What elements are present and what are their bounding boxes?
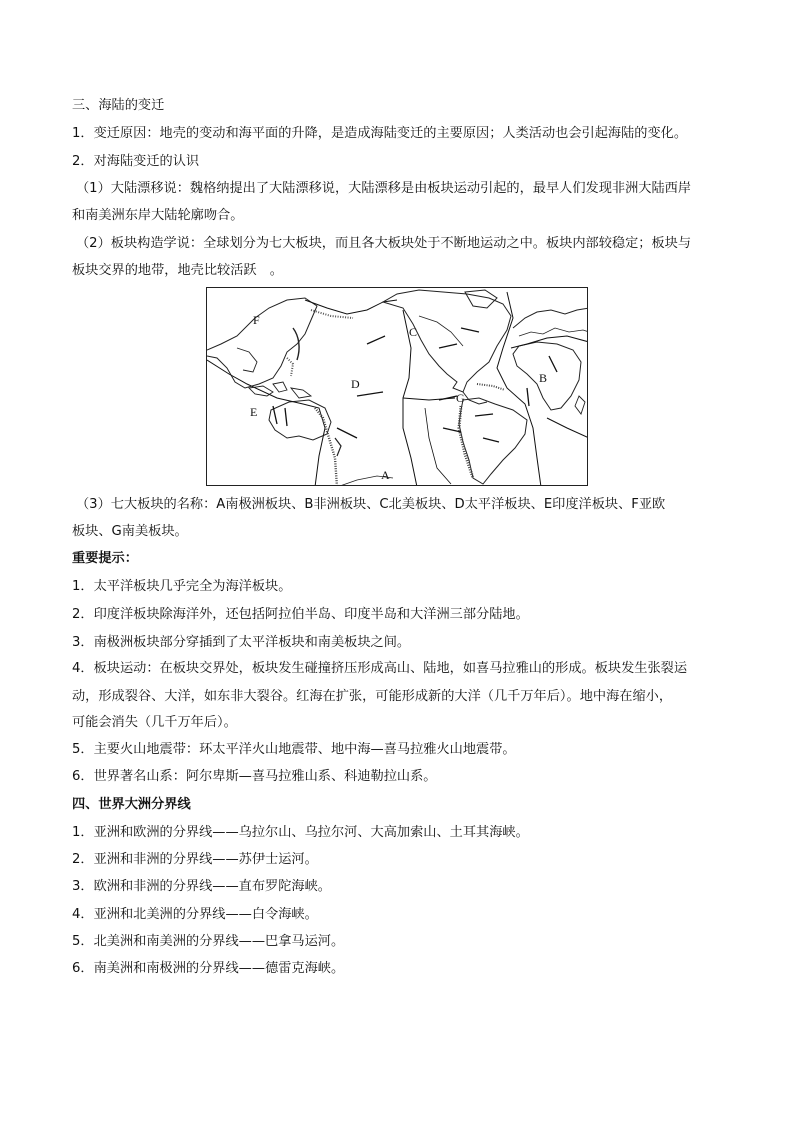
plate-label-f: F (253, 313, 260, 327)
paragraph-continental-drift-2: 和南美洲东岸大陆轮廓吻合。 (72, 208, 244, 223)
section-heading-continent-boundaries: 四、世界大洲分界线 (72, 797, 191, 812)
tip-item-5: 5．主要火山地震带：环太平洋火山地震带、地中海—喜马拉雅火山地震带。 (72, 742, 516, 757)
boundary-item-6: 6．南美洲和南极洲的分界线——德雷克海峡。 (72, 961, 345, 976)
plate-label-a: A (381, 468, 390, 482)
tip-item-4-line-2: 动，形成裂谷、大洋，如东非大裂谷。红海在扩张，可能形成新的大洋（几千万年后）。地中海在缩小， (72, 689, 673, 704)
plate-label-d: D (351, 377, 360, 391)
boundary-item-4: 4．亚洲和北美洲的分界线——白令海峡。 (72, 907, 318, 922)
plate-label-c: C (409, 325, 418, 339)
paragraph-understanding-heading: 2．对海陆变迁的认识 (72, 154, 200, 169)
boundary-item-1: 1．亚洲和欧洲的分界线——乌拉尔山、乌拉尔河、大高加索山、土耳其海峡。 (72, 825, 529, 840)
plate-tectonics-map (206, 287, 588, 486)
tip-item-6: 6．世界著名山系：阿尔卑斯—喜马拉雅山系、科迪勒拉山系。 (72, 769, 437, 784)
tip-item-3: 3．南极洲板块部分穿插到了太平洋板块和南美板块之间。 (72, 635, 411, 650)
plate-label-g: G (456, 391, 465, 405)
world-plates-map-graphic (207, 288, 588, 486)
boundary-item-3: 3．欧洲和非洲的分界线——直布罗陀海峡。 (72, 879, 331, 894)
tip-item-2: 2．印度洋板块除海洋外，还包括阿拉伯半岛、印度半岛和大洋洲三部分陆地。 (72, 607, 529, 622)
paragraph-plate-tectonics-2: 板块交界的地带，地壳比较活跃 。 (72, 263, 283, 278)
tip-item-4-line-3: 可能会消失（几千万年后）。 (72, 715, 237, 730)
tip-item-1: 1．太平洋板块几乎完全为海洋板块。 (72, 579, 292, 594)
section-heading-sea-land-change: 三、海陆的变迁 (72, 98, 165, 113)
tip-item-4-line-1: 4．板块运动：在板块交界处，板块发生碰撞挤压形成高山、陆地，如喜马拉雅山的形成。板块发生张裂运 (72, 661, 688, 676)
boundary-item-2: 2．亚洲和非洲的分界线——苏伊士运河。 (72, 852, 318, 867)
plate-label-b: B (539, 371, 548, 385)
paragraph-seven-plates-2: 板块、G南美板块。 (72, 524, 188, 539)
boundary-item-5: 5．北美洲和南美洲的分界线——巴拿马运河。 (72, 934, 345, 949)
tips-heading: 重要提示： (72, 551, 138, 566)
paragraph-plate-tectonics-1: （2）板块构造学说：全球划分为七大板块，而且各大板块处于不断地运动之中。板块内部较稳定；板块与 (76, 236, 692, 251)
paragraph-seven-plates-1: （3）七大板块的名称：A南极洲板块、B非洲板块、C北美板块、D太平洋板块、E印度洋板块、F亚欧 (76, 497, 666, 512)
paragraph-continental-drift-1: （1）大陆漂移说：魏格纳提出了大陆漂移说，大陆漂移是由板块运动引起的，最早人们发现非洲大陆西岸 (76, 181, 692, 196)
paragraph-change-causes: 1．变迁原因：地壳的变动和海平面的升降，是造成海陆变迁的主要原因；人类活动也会引起海陆的变化。 (72, 126, 688, 141)
plate-label-e: E (250, 405, 258, 419)
